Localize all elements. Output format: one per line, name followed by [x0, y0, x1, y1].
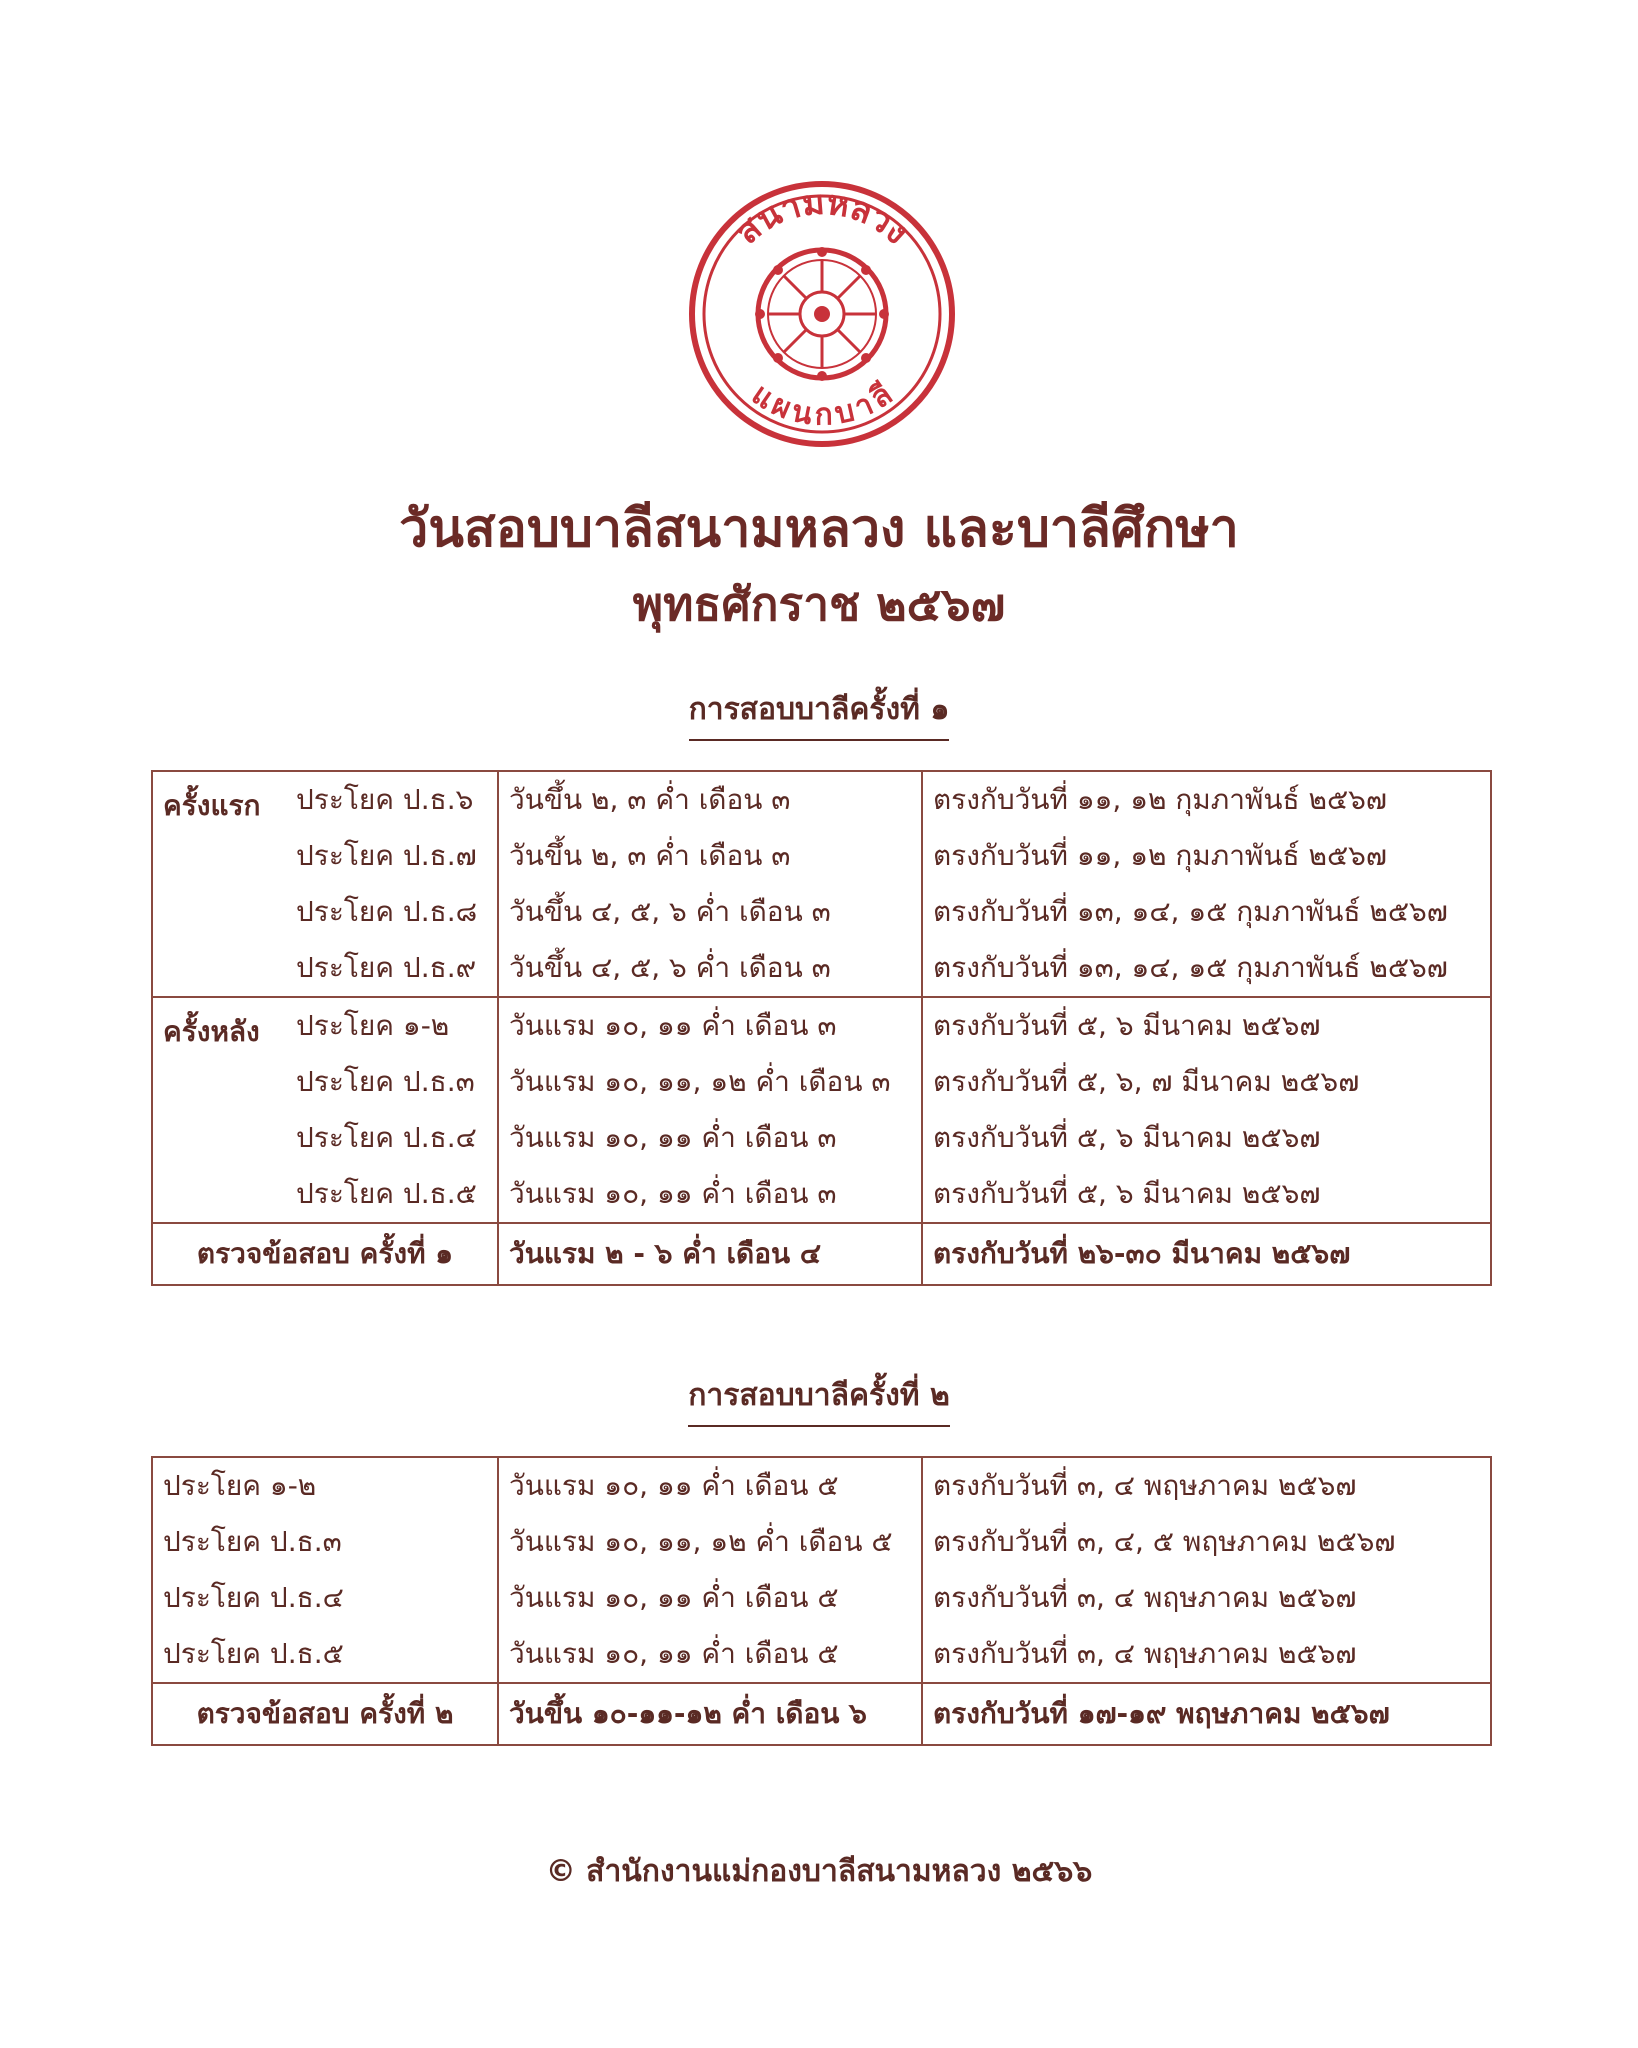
level-cell: ประโยค ป.ธ.๓: [152, 1514, 498, 1570]
seal-bottom-text: แผนกบาลี: [745, 376, 899, 433]
solar-date-cell: ตรงกับวันที่ ๑๑, ๑๒ กุมภาพันธ์ ๒๕๖๗: [922, 828, 1491, 884]
level-cell: ประโยค ป.ธ.๖: [286, 771, 498, 828]
table-row: [152, 1514, 1491, 1570]
lunar-date-cell: วันแรม ๒ - ๖ ค่ำ เดือน ๔: [498, 1223, 922, 1285]
lunar-date-cell: วันแรม ๑๐, ๑๑ ค่ำ เดือน ๓: [498, 1110, 922, 1166]
solar-date-cell: ตรงกับวันที่ ๕, ๖ มีนาคม ๒๕๖๗: [922, 1166, 1491, 1223]
lunar-date-cell: วันขึ้น ๒, ๓ ค่ำ เดือน ๓: [498, 828, 922, 884]
level-cell: ประโยค ป.ธ.๙: [286, 940, 498, 997]
table-row: [152, 1054, 1491, 1110]
table-row: [152, 1457, 1491, 1514]
check-label-cell: ตรวจข้อสอบ ครั้งที่ ๑: [152, 1223, 498, 1285]
check-label-cell: ตรวจข้อสอบ ครั้งที่ ๒: [152, 1683, 498, 1745]
solar-date-cell: ตรงกับวันที่ ๓, ๔ พฤษภาคม ๒๕๖๗: [922, 1570, 1491, 1626]
lunar-date-cell: วันแรม ๑๐, ๑๑ ค่ำ เดือน ๕: [498, 1457, 922, 1514]
solar-date-cell: ตรงกับวันที่ ๕, ๖ มีนาคม ๒๕๖๗: [922, 997, 1491, 1054]
table-row: [152, 940, 1491, 997]
lunar-date-cell: วันแรม ๑๐, ๑๑ ค่ำ เดือน ๓: [498, 1166, 922, 1223]
solar-date-cell: ตรงกับวันที่ ๓, ๔ พฤษภาคม ๒๕๖๗: [922, 1626, 1491, 1683]
solar-date-cell: ตรงกับวันที่ ๑๓, ๑๔, ๑๕ กุมภาพันธ์ ๒๕๖๗: [922, 940, 1491, 997]
solar-date-cell: ตรงกับวันที่ ๕, ๖, ๗ มีนาคม ๒๕๖๗: [922, 1054, 1491, 1110]
table-row: [152, 1626, 1491, 1683]
solar-date-cell: ตรงกับวันที่ ๓, ๔ พฤษภาคม ๒๕๖๗: [922, 1457, 1491, 1514]
level-cell: ประโยค ป.ธ.๘: [286, 884, 498, 940]
exam2-heading: [0, 1372, 1638, 1427]
table-row: [152, 1166, 1491, 1223]
level-cell: ประโยค ป.ธ.๔: [152, 1570, 498, 1626]
lunar-date-cell: วันแรม ๑๐, ๑๑, ๑๒ ค่ำ เดือน ๕: [498, 1514, 922, 1570]
page-title: วันสอบบาลีสนามหลวง และบาลีศึกษา: [399, 499, 1239, 559]
lunar-date-cell: วันแรม ๑๐, ๑๑ ค่ำ เดือน ๕: [498, 1626, 922, 1683]
copyright-footer: © สำนักงานแม่กองบาลีสนามหลวง ๒๕๖๖: [545, 1854, 1093, 1889]
exam2-schedule-table: [151, 1456, 1492, 1746]
lunar-date-cell: วันขึ้น ๔, ๕, ๖ ค่ำ เดือน ๓: [498, 940, 922, 997]
level-cell: ประโยค ป.ธ.๕: [152, 1626, 498, 1683]
solar-date-cell: ตรงกับวันที่ ๒๖-๓๐ มีนาคม ๒๕๖๗: [922, 1223, 1491, 1285]
lunar-date-cell: วันแรม ๑๐, ๑๑ ค่ำ เดือน ๕: [498, 1570, 922, 1626]
check-row: [152, 1223, 1491, 1285]
solar-date-cell: ตรงกับวันที่ ๑๑, ๑๒ กุมภาพันธ์ ๒๕๖๗: [922, 771, 1491, 828]
solar-date-cell: ตรงกับวันที่ ๕, ๖ มีนาคม ๒๕๖๗: [922, 1110, 1491, 1166]
level-cell: ประโยค ๑-๒: [152, 1457, 498, 1514]
solar-date-cell: ตรงกับวันที่ ๑๗-๑๙ พฤษภาคม ๒๕๖๗: [922, 1683, 1491, 1745]
level-cell: ประโยค ป.ธ.๔: [286, 1110, 498, 1166]
exam1-heading-text: การสอบบาลีครั้งที่ ๑: [689, 686, 950, 741]
lunar-date-cell: วันขึ้น ๒, ๓ ค่ำ เดือน ๓: [498, 771, 922, 828]
exam1-heading: [0, 686, 1638, 741]
table-row: [152, 771, 1491, 828]
lunar-date-cell: วันขึ้น ๔, ๕, ๖ ค่ำ เดือน ๓: [498, 884, 922, 940]
level-cell: ประโยค ๑-๒: [286, 997, 498, 1054]
sanam-luang-seal-logo: [688, 180, 956, 448]
table-row: [152, 1570, 1491, 1626]
page-subtitle-year: พุทธศักราช ๒๕๖๗: [632, 577, 1006, 631]
solar-date-cell: ตรงกับวันที่ ๑๓, ๑๔, ๑๕ กุมภาพันธ์ ๒๕๖๗: [922, 884, 1491, 940]
round-label-second: ครั้งหลัง: [152, 997, 286, 1223]
exam2-heading-text: การสอบบาลีครั้งที่ ๒: [688, 1372, 950, 1427]
level-cell: ประโยค ป.ธ.๕: [286, 1166, 498, 1223]
exam1-schedule-table: [151, 770, 1492, 1286]
check-row: [152, 1683, 1491, 1745]
lunar-date-cell: วันแรม ๑๐, ๑๑ ค่ำ เดือน ๓: [498, 997, 922, 1054]
seal-top-text: สนามหลวง: [727, 182, 917, 253]
table-row: [152, 884, 1491, 940]
level-cell: ประโยค ป.ธ.๓: [286, 1054, 498, 1110]
round-label-first: ครั้งแรก: [152, 771, 286, 997]
lunar-date-cell: วันแรม ๑๐, ๑๑, ๑๒ ค่ำ เดือน ๓: [498, 1054, 922, 1110]
table-row: [152, 997, 1491, 1054]
lunar-date-cell: วันขึ้น ๑๐-๑๑-๑๒ ค่ำ เดือน ๖: [498, 1683, 922, 1745]
solar-date-cell: ตรงกับวันที่ ๓, ๔, ๕ พฤษภาคม ๒๕๖๗: [922, 1514, 1491, 1570]
table-row: [152, 1110, 1491, 1166]
dharma-wheel-icon: [755, 247, 889, 381]
level-cell: ประโยค ป.ธ.๗: [286, 828, 498, 884]
table-row: [152, 828, 1491, 884]
